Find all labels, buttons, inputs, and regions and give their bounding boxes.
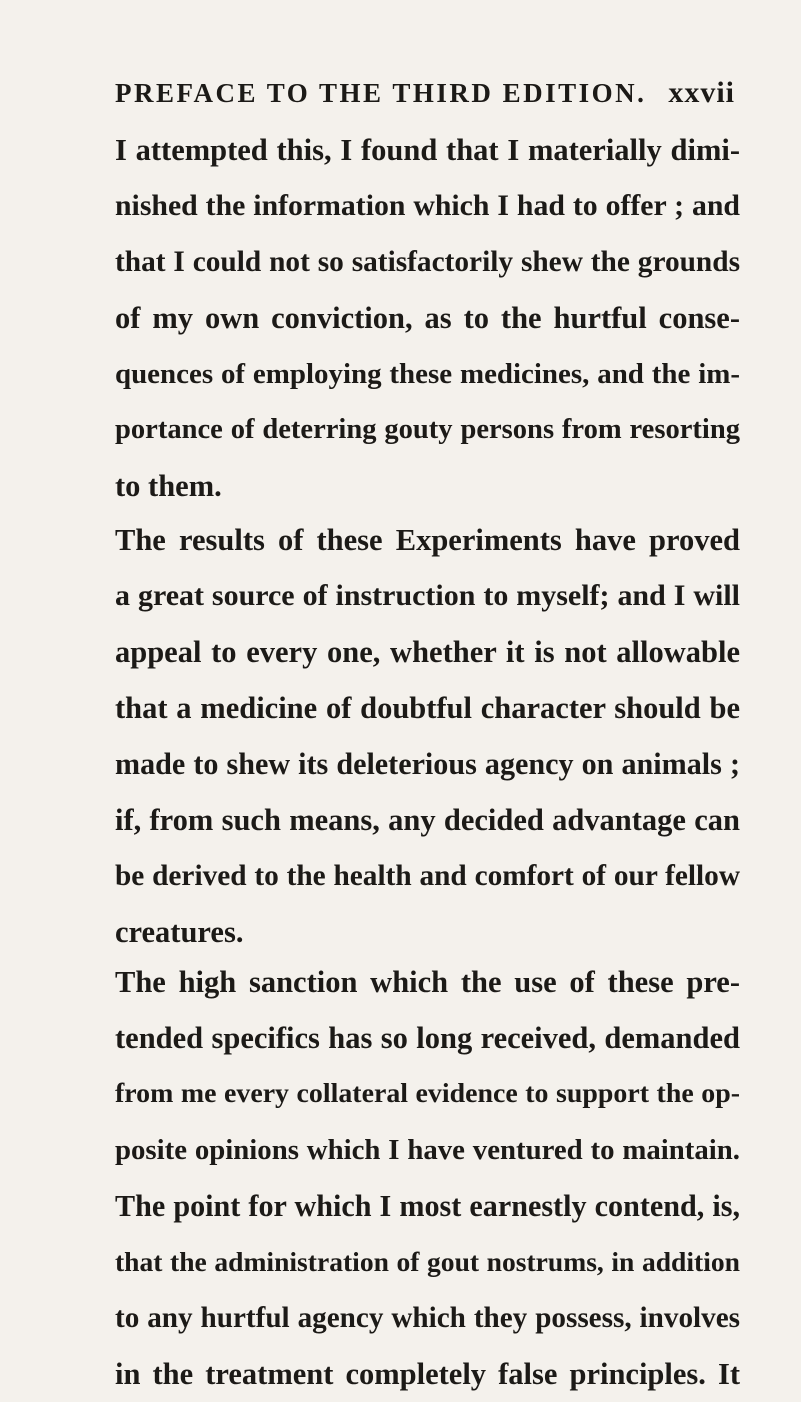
text-line: nished the information which I had to offer ; and <box>115 189 740 222</box>
page-number: xxvii <box>668 76 735 109</box>
text-line: in the treatment completely false principles. It <box>115 1357 740 1391</box>
text-line: The results of these Experiments have proved <box>115 523 740 557</box>
text-line: appeal to every one, whether it is not allowable <box>115 635 740 669</box>
text-line: portance of deterring gouty persons from resorting <box>115 414 740 445</box>
text-line: be derived to the health and comfort of our fellow <box>115 860 740 892</box>
running-title: PREFACE TO THE THIRD EDITION. <box>115 78 647 108</box>
text-line: tended specifics has so long received, demanded <box>115 1021 740 1055</box>
paragraph-3 <box>115 954 740 1402</box>
page-header <box>115 78 735 118</box>
text-line: The point for which I most earnestly contend, is, <box>115 1189 740 1223</box>
text-line: I attempted this, I found that I materially dimi- <box>115 133 740 167</box>
text-line: posite opinions which I have ventured to maintain. <box>115 1134 740 1166</box>
text-line: that a medicine of doubtful character should be <box>115 691 740 725</box>
text-line: made to shew its deleterious agency on animals ; <box>115 747 740 781</box>
text-line: from me every collateral evidence to support the op- <box>115 1078 740 1109</box>
text-line: to any hurtful agency which they possess, involves <box>115 1302 740 1334</box>
text-line: to them. <box>115 469 222 503</box>
paragraph-1 <box>115 122 740 514</box>
text-line: a great source of instruction to myself; and I will <box>115 579 740 612</box>
text-line: creatures. <box>115 915 244 949</box>
text-line: quences of employing these medicines, and the im- <box>115 358 740 390</box>
text-line: that I could not so satisfactorily shew the grounds <box>115 246 740 278</box>
text-line: if, from such means, any decided advantage can <box>115 803 740 837</box>
paragraph-2 <box>115 512 740 960</box>
text-line: The high sanction which the use of these pre- <box>115 965 740 999</box>
text-line: that the administration of gout nostrums, in addition <box>115 1246 740 1277</box>
text-line: of my own conviction, as to the hurtful conse- <box>115 301 740 335</box>
